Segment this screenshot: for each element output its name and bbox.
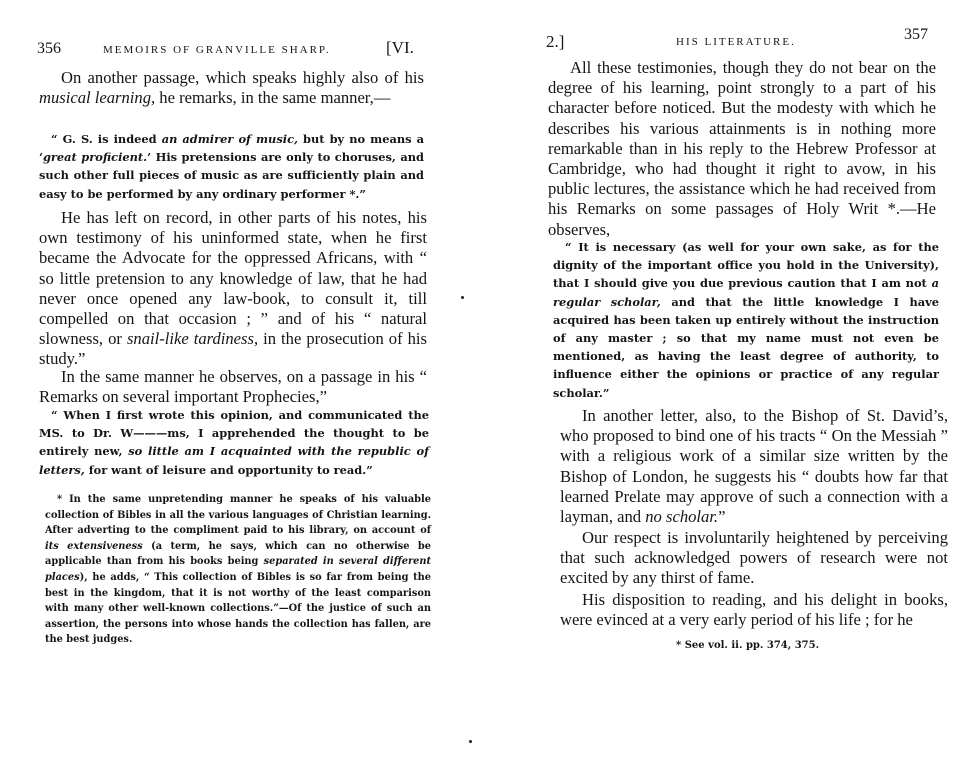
footnote: * See vol. ii. pp. 374, 375. bbox=[676, 640, 820, 651]
right-page bbox=[490, 0, 980, 781]
running-head-left bbox=[0, 40, 470, 64]
paragraph: He has left on record, in other parts of his notes, his own testimony of his uninformed state, when he first became the Advocate for the oppressed Africans, with “ so little pretension to any knowledge of law, that he had never once opened any law-book, to consult it, till compelled on that occasion ; ” and of his “ natural slowness, or snail-like tardiness, in the prosecution of his study.” bbox=[39, 208, 428, 369]
running-title: MEMOIRS OF GRANVILLE SHARP. bbox=[103, 44, 331, 56]
running-head-right bbox=[490, 26, 980, 54]
running-title: HIS LITERATURE. bbox=[676, 36, 796, 48]
ink-speck bbox=[461, 296, 464, 299]
chapter-mark: [VI. bbox=[386, 38, 414, 57]
ink-speck bbox=[469, 740, 472, 743]
block-quote: “ When I first wrote this opinion, and communicated the MS. to Dr. W———ms, I apprehended the thought to be entirely new, so little am I acquainted with the republic of letters, for want of leisure and opportunity to read.” bbox=[39, 408, 429, 477]
block-quote: “ It is necessary (as well for your own sake, as for the dignity of the important office you hold in the University), that I should give you due previous caution that I am not a regular scholar, and that the little knowledge I have acquired has been taken up entirely without the instruction of any master ; so that my name must not even be mentioned, as having the least degree of authority, to influence either the opinions or practice of any regular scholar.” bbox=[553, 240, 940, 400]
page-number: 357 bbox=[904, 26, 928, 43]
left-page bbox=[0, 0, 470, 781]
paragraph: On another passage, which speaks highly also of his musical learning, he remarks, in the same manner,— bbox=[39, 68, 424, 108]
paragraph: All these testimonies, though they do not bear on the degree of his learning, point strongly to a part of his character before noticed. But the modesty with which he describes his various attainments is in nothing more remarkable than in his reply to the Hebrew Professor at Cambridge, who had thought it right to avow, in his public lectures, the assistance which he had received from his Remarks on some passages of Holy Writ *.—He observes, bbox=[548, 58, 936, 239]
block-quote: “ G. S. is indeed an admirer of music, but by no means a ‘great proficient.’ His pretensions are only to choruses, and such other full pieces of music as are sufficiently plain and easy to be performed by any ordinary performer *.” bbox=[39, 132, 424, 201]
paragraph: In another letter, also, to the Bishop of St. David’s, who proposed to bind one of his tracts “ On the Messiah ” with a religious work of a similar size written by the Bishop of London, he suggests his “ doubts how far that learned Prelate may approve of such a connection with a layman, and no scholar.” bbox=[560, 406, 948, 527]
paragraph: Our respect is involuntarily heightened by perceiving that such acknowledged powers of research were not excited by any thirst of fame. bbox=[560, 528, 948, 588]
chapter-mark: 2.] bbox=[546, 32, 565, 51]
page-number: 356 bbox=[37, 40, 61, 57]
paragraph: His disposition to reading, and his delight in books, were evinced at a very early period of his life ; for he bbox=[560, 590, 948, 630]
paragraph: In the same manner he observes, on a passage in his “ Remarks on several important Prophecies,” bbox=[39, 367, 427, 407]
footnote: * In the same unpretending manner he speaks of his valuable collection of Bibles in all the various languages of Christian learning. After adverting to the compliment paid to his library, on account of its extensiveness (a term, he says, which can no otherwise be applicable than from his books being separated in several different places), he adds, “ This collection of Bibles is so far from being the best in the kingdom, that it is not worthy of the least comparison with many other well-known collections.”—Of the justice of such an assertion, the persons into whose hands the collection has fallen, are the best judges. bbox=[45, 494, 431, 646]
